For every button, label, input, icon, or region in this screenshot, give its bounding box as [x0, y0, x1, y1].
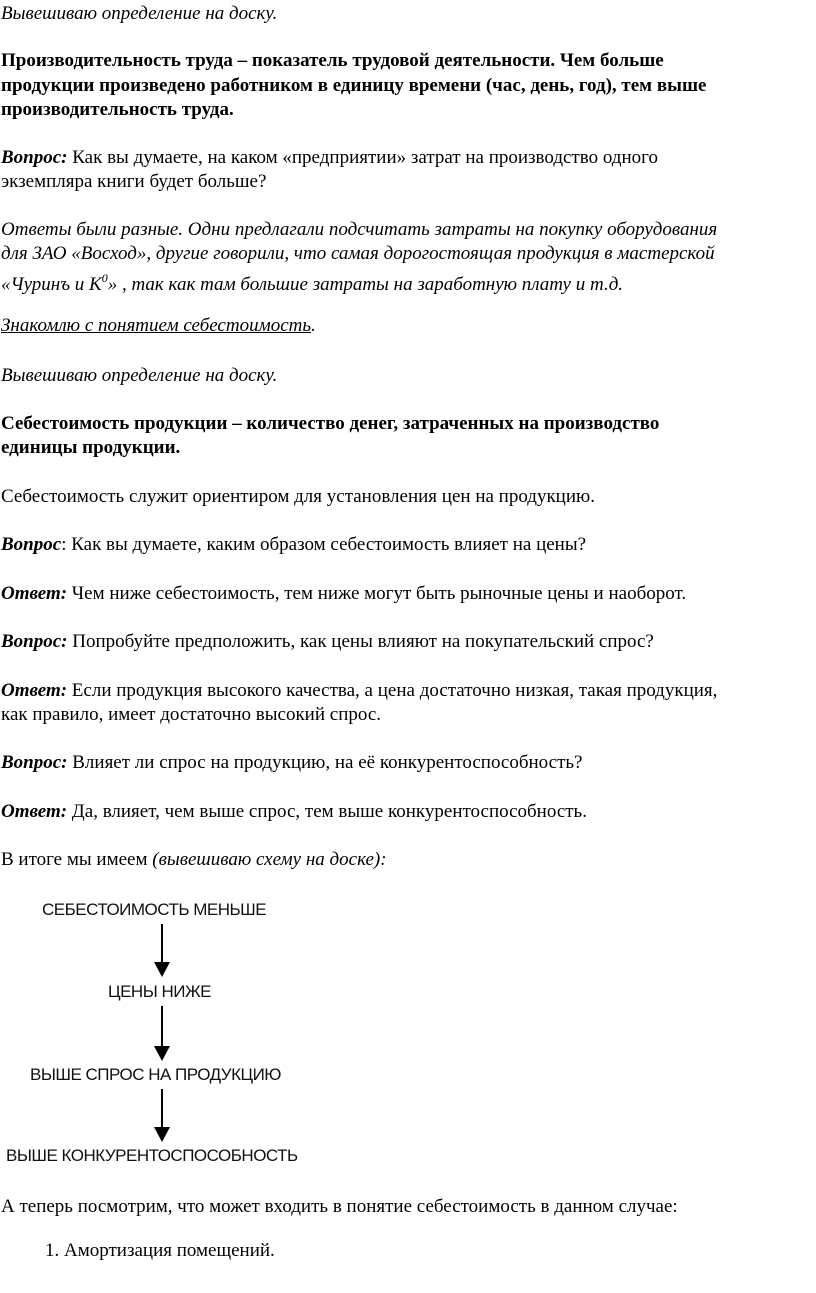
intro-dot: . — [311, 315, 316, 336]
question-text: : Как вы думаете, каким образом себестоимость влияет на цены? — [61, 534, 587, 555]
answer-text: Если продукция высокого качества, а цена достаточно низкая, такая продукция, — [67, 680, 718, 701]
answer-label: Ответ: — [1, 801, 68, 822]
intro-cost-concept — [1, 315, 316, 337]
question-3 — [1, 631, 654, 653]
question-label: Вопрос: — [1, 752, 68, 773]
down-arrow-icon — [150, 1006, 174, 1062]
answer-label: Ответ: — [1, 583, 68, 604]
summary-text: В итоге мы имеем — [1, 849, 153, 870]
cost-scheme-diagram — [0, 890, 420, 1180]
instruction-hang-definition: Вывешиваю определение на доску. — [1, 3, 278, 24]
answers-text-end: » , так как там большие затраты на заработную плату и т.д. — [107, 274, 624, 295]
definition-productivity-line-1: Производительность труда – показатель трудовой деятельности. Чем больше — [1, 50, 664, 71]
question-4 — [1, 752, 583, 774]
cost-components-intro: А теперь посмотрим, что может входить в понятие себестоимость в данном случае: — [1, 1196, 678, 1217]
question-1-continued: экземпляра книги будет больше? — [1, 171, 267, 192]
answer-text: Да, влияет, чем выше спрос, тем выше конкурентоспособность. — [67, 801, 587, 822]
definition-productivity-line-2: продукции произведено работником в единицу времени (час, день, год), тем выше — [1, 75, 707, 96]
scheme-step-demand-higher: ВЫШЕ СПРОС НА ПРОДУКЦИЮ — [30, 1065, 281, 1084]
answer-label: Ответ: — [1, 680, 68, 701]
definition-cost-line-1: Себестоимость продукции – количество денег, затраченных на производство — [1, 413, 660, 434]
question-label: Вопрос: — [1, 147, 68, 168]
scheme-step-prices-lower: ЦЕНЫ НИЖЕ — [108, 982, 211, 1001]
list-item: 1. Амортизация помещений. — [64, 1240, 275, 1262]
intro-underlined-text: Знакомлю с понятием себестоимость — [1, 315, 312, 336]
answer-3-continued: как правило, имеет достаточно высокий спрос. — [1, 704, 382, 725]
question-2 — [1, 534, 586, 556]
definition-productivity-line-3: производительность труда. — [1, 99, 234, 120]
answers-text: «Чуринъ и К — [1, 274, 102, 295]
definition-cost-line-2: единицы продукции. — [1, 437, 181, 458]
down-arrow-icon — [150, 924, 174, 978]
instruction-hang-definition-2: Вывешиваю определение на доску. — [1, 365, 278, 386]
question-text: Как вы думаете, на каком «предприятии» затрат на производство одного — [67, 147, 658, 168]
question-label: Вопрос — [1, 534, 62, 555]
scheme-step-competitiveness-higher: ВЫШЕ КОНКУРЕНТОСПОСОБНОСТЬ — [6, 1146, 298, 1165]
question-text: Попробуйте предположить, как цены влияют на покупательский спрос? — [67, 631, 654, 652]
down-arrow-icon — [150, 1089, 174, 1143]
answers-line-3 — [1, 267, 623, 296]
answers-line-2: для ЗАО «Восход», другие говорили, что самая дорогостоящая продукция в мастерской — [1, 243, 715, 264]
question-label: Вопрос: — [1, 631, 68, 652]
answer-2 — [1, 583, 686, 605]
answer-3 — [1, 680, 717, 702]
cost-components-list — [28, 1240, 275, 1262]
summary-line — [1, 849, 387, 871]
summary-italic: (вывешиваю схему на доске): — [152, 849, 387, 870]
question-text: Влияет ли спрос на продукцию, на её конкурентоспособность? — [67, 752, 583, 773]
scheme-step-cost-lower: СЕБЕСТОИМОСТЬ МЕНЬШЕ — [42, 900, 267, 919]
answer-4 — [1, 801, 587, 823]
answer-text: Чем ниже себестоимость, тем ниже могут быть рыночные цены и наоборот. — [67, 583, 687, 604]
superscript: 0 — [101, 271, 108, 285]
question-1 — [1, 147, 658, 169]
cost-statement: Себестоимость служит ориентиром для установления цен на продукцию. — [1, 486, 595, 507]
answers-line-1: Ответы были разные. Одни предлагали подсчитать затраты на покупку оборудования — [1, 219, 718, 240]
